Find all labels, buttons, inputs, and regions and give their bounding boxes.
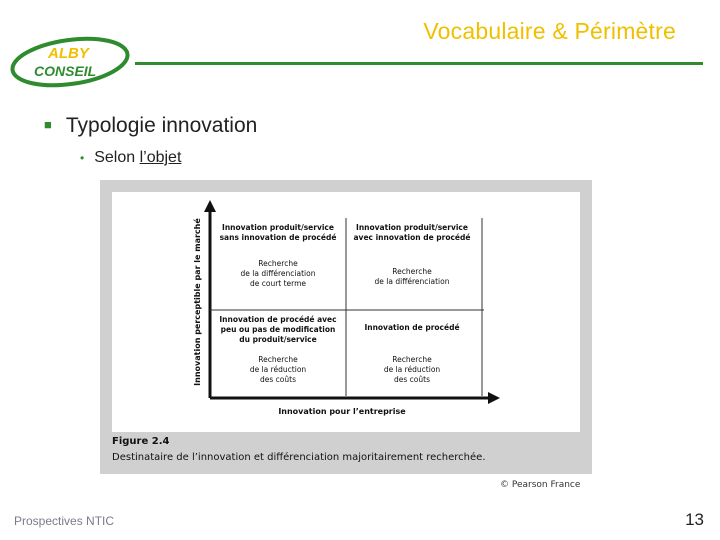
figure-diagram xyxy=(112,192,580,432)
page-number: 13 xyxy=(685,510,704,529)
q-tl-body3: de court terme xyxy=(249,279,307,288)
x-axis-arrow-icon xyxy=(488,392,500,404)
q-tr-body2: de la différenciation xyxy=(374,277,450,286)
dot-bullet-icon: • xyxy=(80,151,85,165)
figure-credit: © Pearson France xyxy=(500,480,581,490)
logo-line1: ALBY xyxy=(48,45,89,62)
y-axis-label: Innovation perceptible par le marché xyxy=(193,218,202,386)
bullet-level2 xyxy=(80,149,181,167)
q-tl-title1: Innovation produit/service xyxy=(222,223,334,232)
q-tr-title1: Innovation produit/service xyxy=(356,223,468,232)
q-bl-body3: des coûts xyxy=(260,375,296,384)
q-bl-title2: peu ou pas de modification xyxy=(220,325,336,334)
footer-label: Prospectives NTIC xyxy=(14,514,115,528)
square-bullet-icon: ■ xyxy=(44,117,52,132)
q-br-body1: Recherche xyxy=(392,355,432,364)
q-bl-body2: de la réduction xyxy=(249,365,307,374)
figure-caption-text: Destinataire de l’innovation et différenciation majoritairement recherchée. xyxy=(112,452,486,463)
q-br-body3: des coûts xyxy=(394,375,430,384)
figure-number: Figure 2.4 xyxy=(112,436,170,447)
figure-caption xyxy=(112,436,486,463)
slide-title: Vocabulaire & Périmètre xyxy=(423,18,676,44)
q-tl-title2: sans innovation de procédé xyxy=(219,233,337,242)
bullet-level1-text: Typologie innovation xyxy=(65,114,258,137)
bullet-level2-prefix: Selon xyxy=(94,149,140,166)
title-divider xyxy=(135,62,703,65)
q-bl-title3: du produit/service xyxy=(239,335,317,344)
q-br-body2: de la réduction xyxy=(383,365,441,374)
x-axis-label: Innovation pour l’entreprise xyxy=(278,407,406,416)
q-tr-title2: avec innovation de procédé xyxy=(353,233,471,242)
q-bl-body1: Recherche xyxy=(258,355,298,364)
alby-conseil-logo xyxy=(8,36,132,88)
q-tl-body2: de la différenciation xyxy=(240,269,316,278)
bullet-level1 xyxy=(44,114,257,138)
logo-line2: CONSEIL xyxy=(34,63,97,79)
q-bl-title1: Innovation de procédé avec xyxy=(219,315,337,324)
figure-image xyxy=(100,180,592,474)
bullet-level2-underlined: l’objet xyxy=(139,149,182,166)
q-br-title1: Innovation de procédé xyxy=(364,323,460,332)
q-tl-body1: Recherche xyxy=(258,259,298,268)
q-tr-body1: Recherche xyxy=(392,267,432,276)
y-axis-arrow-icon xyxy=(204,200,216,212)
